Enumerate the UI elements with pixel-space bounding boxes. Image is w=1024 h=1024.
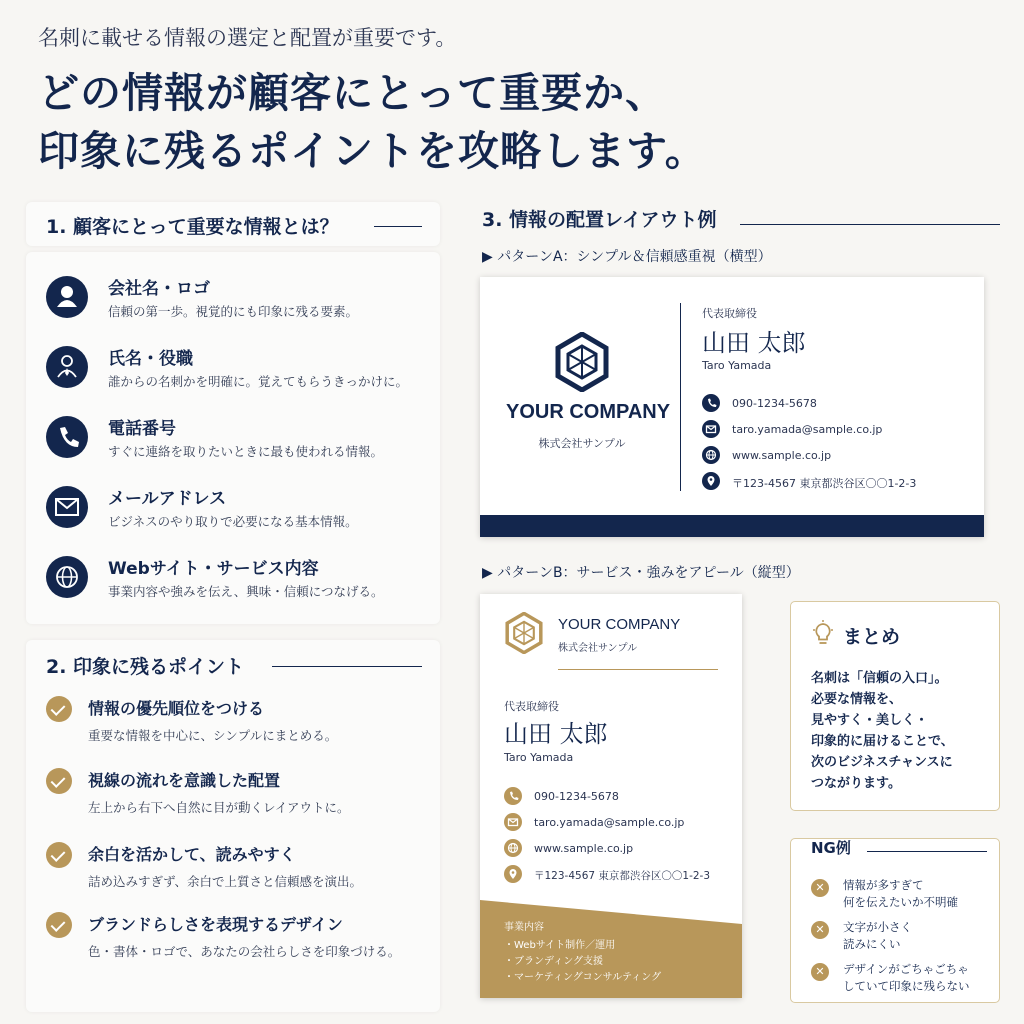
hexagon-logo-icon (554, 332, 610, 392)
summary-body (811, 668, 954, 794)
summary-line: 印象的に届けることで、 (811, 734, 954, 749)
section1-title: 1. 顧客にとって重要な情報とは？ (46, 216, 339, 238)
point-title-2: 視線の流れを意識した配置 (88, 771, 281, 790)
business-card-horizontal (480, 277, 984, 537)
business-card-vertical (480, 594, 742, 998)
headline-line-1: どの情報が顧客にとって重要か、 (38, 69, 668, 117)
phone-number: 090-1234-5678 (732, 397, 817, 410)
services-title: 事業内容 (504, 922, 544, 933)
globe-icon (504, 839, 522, 857)
email-address: taro.yamada@sample.co.jp (732, 423, 883, 436)
check-icon (46, 912, 72, 938)
item-title-company: 会社名・ロゴ (108, 279, 210, 299)
website-url: www.sample.co.jp (732, 449, 832, 462)
lightbulb-icon (811, 620, 835, 648)
cross-icon: ✕ (811, 921, 829, 939)
address: 〒123-4567 東京都渋谷区〇〇1-2-3 (732, 477, 917, 490)
triangle-icon: ▶ (482, 565, 498, 581)
card-bottom-band (480, 515, 984, 537)
person-name-en: Taro Yamada (504, 751, 574, 764)
section1-header-panel (26, 202, 440, 246)
triangle-icon: ▶ (482, 249, 498, 265)
website-url: www.sample.co.jp (534, 842, 634, 855)
globe-icon (46, 556, 88, 598)
summary-line: 見やすく・美しく・ (811, 713, 929, 728)
service-item: ・Webサイト制作／運用 (504, 940, 616, 951)
point-title-3: 余白を活かして、読みやすく (88, 845, 296, 864)
company-name-jp: 株式会社サンプル (558, 643, 638, 654)
section1-rule (374, 226, 422, 227)
ng-title: NG例 (811, 839, 851, 857)
cross-icon: ✕ (811, 963, 829, 981)
item-desc-web: 事業内容や強みを伝え、興味・信頼につなげる。 (108, 584, 384, 599)
item-title-mail: メールアドレス (108, 489, 227, 509)
item-desc-company: 信頼の第一歩。視覚的にも印象に残る要素。 (108, 304, 359, 319)
item-desc-name: 誰からの名刺かを明確に。覚えてもらうきっかけに。 (108, 374, 409, 389)
phone-icon (504, 787, 522, 805)
section2-title: 2. 印象に残るポイント (46, 656, 245, 678)
card-divider (680, 303, 681, 491)
phone-icon (702, 394, 720, 412)
person-name: 山田 太郎 (702, 329, 806, 357)
person-name-en: Taro Yamada (702, 359, 772, 372)
company-name: YOUR COMPANY (506, 401, 671, 423)
mail-icon (702, 420, 720, 438)
point-desc-2: 左上から右下へ自然に目が動くレイアウトに。 (88, 800, 350, 815)
phone-icon (46, 416, 88, 458)
item-title-name: 氏名・役職 (108, 349, 193, 369)
ng-item: デザインがごちゃごちゃ していて印象に残らない (843, 962, 970, 993)
pattern-a-label: ▶ パターンA：シンプル＆信頼感重視（横型） (482, 249, 772, 265)
summary-box (790, 601, 1000, 811)
headline (38, 64, 707, 180)
section2-rule (272, 666, 422, 667)
globe-icon (702, 446, 720, 464)
mail-icon (46, 486, 88, 528)
headline-line-2: 印象に残るポイントを攻略します。 (38, 127, 707, 175)
section3-rule (740, 224, 1000, 225)
point-title-1: 情報の優先順位をつける (88, 699, 265, 718)
section3-title: 3. 情報の配置レイアウト例 (482, 209, 717, 231)
summary-line: つながります。 (811, 776, 901, 791)
company-name-jp: 株式会社サンプル (538, 437, 626, 450)
role: 代表取締役 (504, 700, 559, 713)
item-desc-mail: ビジネスのやり取りで必要になる基本情報。 (108, 514, 358, 529)
service-item: ・ブランディング支援 (504, 956, 603, 967)
hexagon-logo-icon (504, 612, 544, 654)
pattern-b-label: ▶ パターンB：サービス・強みをアピール（縦型） (482, 565, 800, 581)
location-pin-icon (702, 472, 720, 490)
summary-title: まとめ (843, 626, 901, 648)
company-name: YOUR COMPANY (558, 616, 681, 633)
ng-item: 文字が小さく 読みにくい (843, 920, 912, 951)
address: 〒123-4567 東京都渋谷区〇〇1-2-3 (534, 870, 711, 882)
check-icon (46, 842, 72, 868)
business-person-icon (46, 346, 88, 388)
role: 代表取締役 (702, 307, 757, 320)
person-name: 山田 太郎 (504, 720, 608, 748)
section1-panel (26, 252, 440, 624)
point-desc-3: 詰め込みすぎず、余白で上質さと信頼感を演出。 (88, 874, 363, 889)
email-address: taro.yamada@sample.co.jp (534, 816, 685, 829)
cross-icon: ✕ (811, 879, 829, 897)
person-icon (46, 276, 88, 318)
item-desc-phone: すぐに連絡を取りたいときに最も使われる情報。 (108, 444, 384, 459)
location-pin-icon (504, 865, 522, 883)
check-icon (46, 696, 72, 722)
mail-icon (504, 813, 522, 831)
item-title-phone: 電話番号 (108, 419, 176, 439)
point-desc-1: 重要な情報を中心に、シンプルにまとめる。 (88, 728, 338, 743)
ng-item: 情報が多すぎて 何を伝えたいか不明確 (843, 878, 958, 909)
ng-rule (867, 851, 987, 852)
section2-panel (26, 640, 440, 1012)
check-icon (46, 768, 72, 794)
phone-number: 090-1234-5678 (534, 790, 619, 803)
summary-line: 名刺は「信頼の入口」。 (811, 671, 948, 686)
ng-box (790, 838, 1000, 1003)
item-title-web: Webサイト・サービス内容 (108, 559, 319, 579)
point-title-4: ブランドらしさを表現するデザイン (88, 915, 343, 934)
point-desc-4: 色・書体・ロゴで、あなたの会社らしさを印象づける。 (88, 944, 401, 959)
summary-line: 必要な情報を、 (811, 692, 903, 707)
summary-line: 次のビジネスチャンスに (811, 755, 953, 770)
service-item: ・マーケティングコンサルティング (504, 972, 662, 983)
subtitle: 名刺に載せる情報の選定と配置が重要です。 (38, 26, 457, 50)
gold-rule (558, 669, 718, 670)
